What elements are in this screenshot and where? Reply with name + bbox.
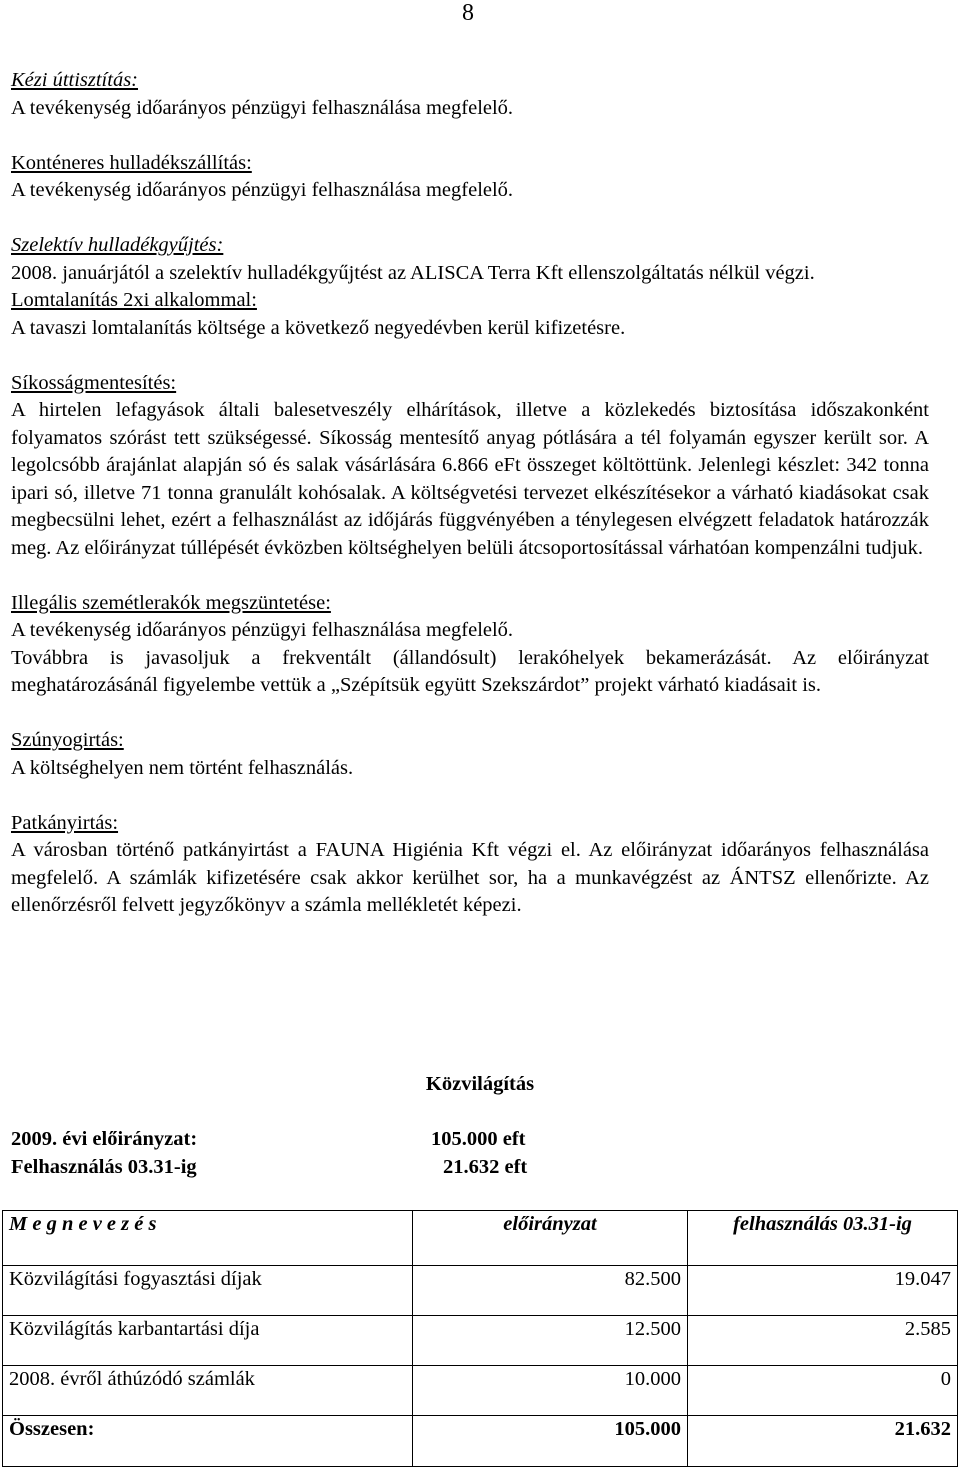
page-number: 8: [462, 0, 474, 26]
header-felhasznalas: felhasználás 03.31-ig: [688, 1211, 958, 1266]
header-eloiranyzat: előirányzat: [413, 1211, 688, 1266]
cell-felhasznalas: 0: [688, 1366, 958, 1416]
section-heading: Síkosságmentesítés:: [11, 371, 177, 394]
section-heading: Szelektív hulladékgyűjtés:: [11, 234, 224, 256]
header-megnevezes: M e g n e v e z é s: [3, 1211, 413, 1266]
section-paragraph: A tevékenység időarányos pénzügyi felhasználása megfelelő.: [11, 619, 514, 641]
total-eloiranyzat: 105.000: [413, 1416, 688, 1467]
section-paragraph: Továbbra is javasoljuk a frekventált (állandósult) lerakóhelyek bekamerázását. Az előirányzat meghatározásánál figyelembe vettük a „Szépítsük együtt Szekszárdot” projekt várható kiadásait is.: [11, 646, 929, 696]
kozvilagitas-table: [2, 1210, 958, 1467]
cell-name: 2008. évről áthúzódó számlák: [3, 1366, 413, 1416]
section-paragraph: A hirtelen lefagyások általi balesetveszély elhárítások, illetve a közlekedés biztosítása időszakonként folyamatos szórást tett szükségessé. Síkosság mentesítő anyag pótlására a tél folyamán egyszer került sor. A legolcsóbb árajánlat alapján só és salak vásárlására 6.866 eFt összeget költöttünk. Jelenlegi készlet: 342 tonna ipari só, illetve 71 tonna granulált kohósalak. A költségvetési tervezet elkészítésekor a várható kiadásokat csak megbecsülni lehet, ezért a felhasználást az időjárás függvényében a ténylegesen elvégzett feladatok határozzák meg. Az előirányzat túllépését évközben költséghelyen belüli átcsoportosítással várhatóan kompenzálni tudjuk.: [11, 399, 929, 559]
usage-line: [11, 1156, 528, 1179]
cell-eloiranyzat: 82.500: [413, 1266, 688, 1316]
section-heading: Kézi úttisztítás:: [11, 69, 139, 91]
table-row: [3, 1366, 958, 1416]
usage-label: Felhasználás 03.31-ig: [11, 1156, 197, 1178]
total-label: Összesen:: [3, 1416, 413, 1467]
section-paragraph: A városban történő patkányirtást a FAUNA Higiénia Kft végzi el. Az előirányzat időarányos felhasználása megfelelő. A számlák kifizetésére csak akkor kerülhet sor, ha a munkavégzést az ÁNTSZ ellenőrizte. Az ellenőrzésről felvett jegyzőkönyv a számla mellékletét képezi.: [11, 839, 929, 916]
table-total-row: [3, 1416, 958, 1467]
budget-line: [11, 1128, 526, 1151]
budget-label: 2009. évi előirányzat:: [11, 1128, 198, 1150]
section-heading: Konténeres hulladékszállítás:: [11, 151, 252, 174]
document-body: [11, 67, 929, 920]
cell-name: Közvilágítási fogyasztási díjak: [3, 1266, 413, 1316]
section-paragraph: A tavaszi lomtalanítás költsége a következő negyedévben kerül kifizetésre.: [11, 316, 626, 339]
cell-felhasznalas: 2.585: [688, 1316, 958, 1366]
cell-felhasznalas: 19.047: [688, 1266, 958, 1316]
kozvilagitas-title: Közvilágítás: [425, 1073, 535, 1095]
table-row: [3, 1266, 958, 1316]
section-heading: Szúnyogirtás:: [11, 729, 124, 751]
table-row: [3, 1316, 958, 1366]
section-paragraph: A tevékenység időarányos pénzügyi felhasználása megfelelő.: [11, 179, 514, 201]
section-heading: Illegális szemétlerakók megszüntetése:: [11, 591, 331, 614]
cell-name: Közvilágítás karbantartási díja: [3, 1316, 413, 1366]
section-paragraph: A tevékenység időarányos pénzügyi felhasználása megfelelő.: [11, 96, 514, 119]
budget-value: 105.000 eft: [431, 1128, 526, 1150]
usage-value: 21.632 eft: [443, 1156, 528, 1178]
cell-eloiranyzat: 10.000: [413, 1366, 688, 1416]
section-paragraph: A költséghelyen nem történt felhasználás.: [11, 756, 354, 779]
section-heading: Patkányirtás:: [11, 811, 119, 834]
section-paragraph: 2008. januárjától a szelektív hulladékgyűjtést az ALISCA Terra Kft ellenszolgáltatás nélkül végzi.: [11, 261, 815, 284]
section-heading: Lomtalanítás 2xi alkalommal:: [11, 289, 257, 311]
table-header-row: [3, 1211, 958, 1266]
total-felhasznalas: 21.632: [688, 1416, 958, 1467]
cell-eloiranyzat: 12.500: [413, 1316, 688, 1366]
